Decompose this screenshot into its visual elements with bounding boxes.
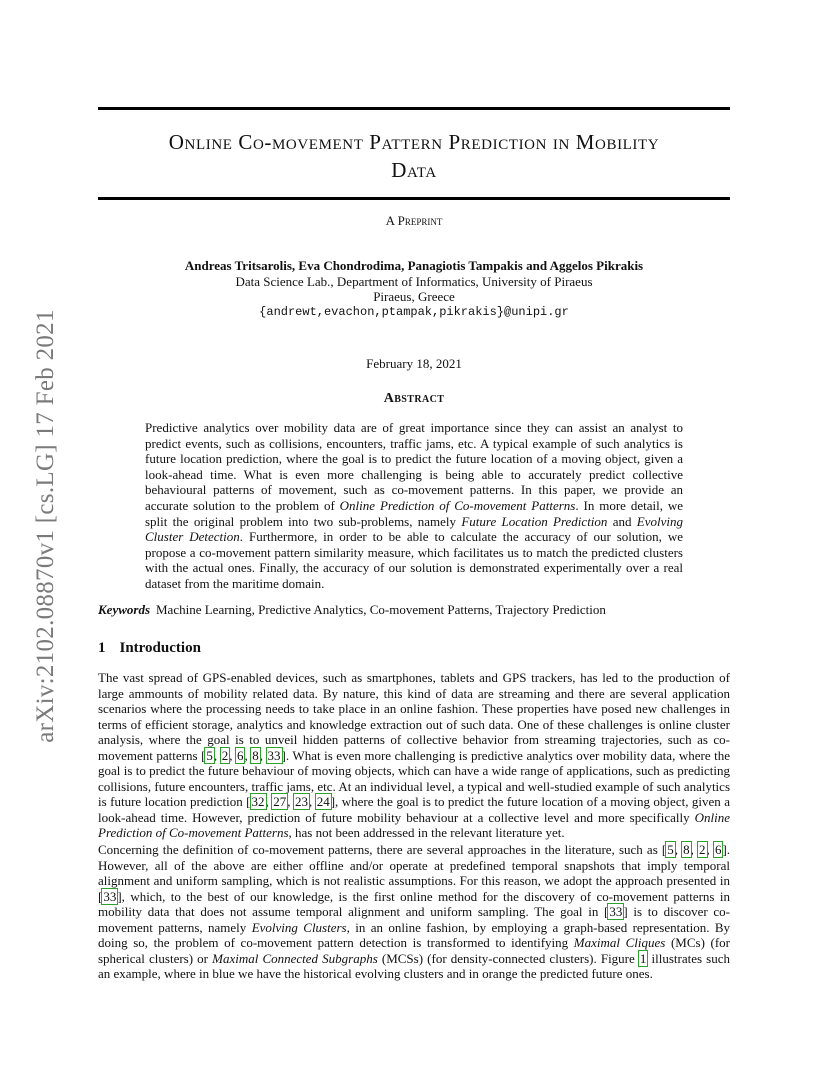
affiliation: Data Science Lab., Department of Informatics, University of Piraeus [235,273,593,289]
intro-paragraph-1: The vast spread of GPS-enabled devices, such as smartphones, tablets and GPS trackers, has led to the production of large ammounts of mobility related data. By nature, this kind of data are streaming and there are several application scenarios where the processing needs to take place in an online fashion. These properties have posed new challenges in terms of efficient storage, analytics and knowledge extraction out of such data. One of these challenges is online cluster analysis, where the goal is to unveil hidden patterns of collective behavior from streaming trajectories, such as co-movement patterns [5, 2, 6, 8, 33]. What is even more challenging is predictive analytics over mobility data, where the goal is to predict the future behaviour of moving objects, which can have a wide range of applications, such as predicting collisions, future encounters, traffic jams, etc. At an individual level, a typical and well-studied example of such analytics is future location prediction [32, 27, 23, 24], where the goal is to predict the future location of a moving object, given a look-ahead time. However, prediction of future mobility behaviour at a collective level and more specifically Online Prediction of Co-movement Patterns, has not been addressed in the relevant literature yet. [98,670,731,840]
citation-link[interactable]: 6 [236,747,244,763]
paragraph-text: (MCs) (for spherical clusters) or [98,935,731,966]
section-heading [98,640,201,657]
keywords-label: Keywords [98,602,150,617]
location: Piraeus, Greece [373,289,455,304]
paragraph-text: The vast spread of GPS-enabled devices, such as smartphones, tablets and GPS trackers, has led to the production of large ammounts of mobility related data. By nature, this kind of data are streaming and there are several application scenarios where the processing needs to take place in an online fashion. These properties have posed new challenges in terms of efficient storage, analytics and knowledge extraction out of such data. One of these challenges is online cluster analysis, where the goal is to unveil hidden patterns of collective behavior from streaming trajectories, such as co-movement patterns [ [98,670,730,763]
paragraph-text: Concerning the definition of co-movement patterns, there are several approaches in the literature, such as [ [98,842,667,857]
paragraph-emphasis: Maximal Connected Subgraphs [212,950,378,966]
abstract-body [145,420,683,592]
citation-link[interactable]: 33 [103,888,117,904]
citation-link[interactable]: 5 [667,842,674,857]
paragraph-text: ]. What is even more challenging is predictive analytics over mobility data, where the goal is to predict the future behaviour of moving objects, which can have a wide range of applications, such as predicting collisions, future encounters, traffic jams, etc. At an individual level, a typical and well-studied example of such analytics is future location prediction [ [98,747,731,809]
keywords [98,602,730,618]
citation-link[interactable]: 24 [316,794,330,809]
paragraph-text: ] is to discover co-movement patterns, namely [98,904,730,935]
abstract-heading: Abstract [383,391,445,406]
paragraph-text: (MCSs) (for density-connected clusters). Figure [377,950,639,966]
title-rule-top [98,107,730,110]
date: February 18, 2021 [366,356,462,371]
abstract-emphasis: Online Prediction of Co-movement Patterns [339,497,576,513]
abstract-emphasis: Future Location Prediction [461,513,608,529]
citation-link[interactable]: 5 [206,747,213,763]
citation-link[interactable]: 8 [252,747,259,763]
abstract-text: and [607,513,637,529]
abstract-text: . Furthermore, in order to be able to calculate the accuracy of our solution, we propose a co-movement pattern similarity measure, which facilitates us to match the predicted clusters with the actual ones. Finally, the accuracy of our solution is demonstrated experimentally over a real dataset from the maritime domain. [145,529,683,591]
section-number: 1 [98,640,106,656]
citation-link[interactable]: 8 [683,842,690,857]
citation-link[interactable]: 23 [294,794,308,809]
keywords-list: Machine Learning, Predictive Analytics, Co-movement Patterns, Trajectory Prediction [156,602,606,617]
abstract-text: Predictive analytics over mobility data are of great importance since they can assist an analyst to predict events, such as collisions, encounters, traffic jams, etc. A typical example of such analytics is future location prediction, where the goal is to predict the future location of a moving object, given a look-ahead time. What is even more challenging is being able to accurately predict collective behavioural patterns of movement, such as co-movement patterns. In this paper, we provide an accurate solution to the problem of [145,420,683,513]
citation-link[interactable]: 33 [267,747,281,763]
paragraph-text: ], which, to the best of our knowledge, is the first online method for the discovery of co-movement patterns in mobility data that does not assume temporal alignment and uniform sampling. The goal in [ [98,888,730,919]
citation-link[interactable]: 33 [609,904,623,919]
abstract-text: . In more detail, we split the original problem into two sub-problems, namely [145,497,684,529]
citation-link[interactable]: 27 [273,794,287,809]
arxiv-stamp: arXiv:2102.08870v1 [cs.LG] 17 Feb 2021 [32,309,59,743]
author-names: Andreas Tritsarolis, Eva Chondrodima, Panagiotis Tampakis and Aggelos Pikrakis [184,258,644,273]
citation-link[interactable]: 2 [221,747,229,763]
intro-paragraph-2: Concerning the definition of co-movement patterns, there are several approaches in the literature, such as [5, 8, 2, 6]. However, all of the above are either offline and/or operate at predefined temporal snapshots that imply temporal alignment and uniform sampling, which is not realistic assumptions. For this reason, we adopt the approach presented in [33], which, to the best of our knowledge, is the first online method for the discovery of co-movement patterns in mobility data that does not assume temporal alignment and uniform sampling. The goal in [33] is to discover co-movement patterns, namely Evolving Clusters, in an online fashion, by employing a graph-based representation. By doing so, the problem of co-movement pattern detection is transformed to identifying Maximal Cliques (MCs) (for spherical clusters) or Maximal Connected Subgraphs (MCSs) (for density-connected clusters). Figure 1 illustrates such an example, where in blue we have the historical evolving clusters and in orange the predicted future ones. [98,842,731,981]
paragraph-emphasis: Maximal Cliques [573,935,666,950]
paragraph-text: , has not been addressed in the relevant literature yet. [288,825,565,840]
paragraph-text: ]. However, all of the above are either offline and/or operate at predefined temporal snapshots that imply temporal alignment and uniform sampling, which is not realistic assumptions. For this reason, we adopt the approach presented in [ [98,842,731,904]
paragraph-text: illustrates such an example, where in blue we have the historical evolving clusters and in orange the predicted future ones. [98,950,730,981]
figure-link[interactable]: 1 [639,950,647,966]
paper-title [98,128,730,184]
citation-link[interactable]: 2 [699,842,706,857]
paragraph-emphasis: Online Prediction of Co-movement Patterns [98,809,730,840]
title-line-2: Data [391,158,437,182]
abstract-emphasis: Evolving Cluster Detection [145,513,683,545]
paragraph-text: , in an online fashion, by employing a graph-based representation. By doing so, the problem of co-movement pattern detection is transformed to identifying [98,919,731,950]
citation-link[interactable]: 6 [714,842,722,857]
author-block [98,258,730,320]
title-rule-bottom [98,197,730,200]
email[interactable]: {andrewt,evachon,ptampak,pikrakis}@unipi.gr [259,304,569,319]
preprint-label: A Preprint [385,213,443,228]
citation-link[interactable]: 32 [251,794,265,809]
section-title: Introduction [119,640,201,656]
paragraph-text: ], where the goal is to predict the future location of a moving object, given a look-ahead time. However, prediction of future mobility behaviour at a collective level and more specifically [98,794,731,825]
title-line-1: Online Co-movement Pattern Prediction in Mobility [168,130,660,154]
paragraph-emphasis: Evolving Clusters [251,919,347,935]
